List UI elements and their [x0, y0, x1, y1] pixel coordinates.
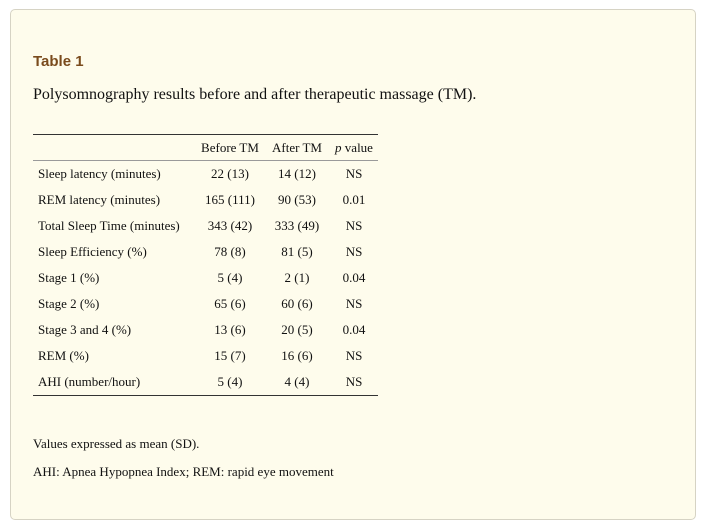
cell-after: 333 (49) [274, 218, 320, 233]
results-table [33, 134, 378, 396]
cell-before: 78 (8) [214, 244, 246, 259]
cell-p-value: NS [345, 218, 363, 233]
cell-p-value: 0.04 [342, 322, 366, 337]
cell-after: 4 (4) [284, 374, 310, 389]
cell-before: 5 (4) [217, 374, 243, 389]
row-label: REM (%) [38, 348, 89, 363]
table-card [10, 9, 696, 520]
row-label: Sleep Efficiency (%) [38, 244, 147, 259]
table-row [33, 161, 378, 188]
cell-p-value: NS [345, 244, 363, 259]
cell-after: 90 (53) [278, 192, 316, 207]
cell-p-value: 0.01 [342, 192, 366, 207]
cell-after: 16 (6) [281, 348, 313, 363]
table-row [33, 291, 378, 317]
cell-p-value: NS [345, 166, 363, 181]
table-row [33, 317, 378, 343]
cell-before: 15 (7) [214, 348, 246, 363]
footnote-values: Values expressed as mean (SD). [33, 436, 200, 451]
table-caption: Polysomnography results before and after therapeutic massage (TM). [33, 86, 477, 103]
row-label: Stage 1 (%) [38, 270, 100, 285]
header-row-label [33, 135, 196, 161]
row-label: Stage 3 and 4 (%) [38, 322, 132, 337]
table-row [33, 343, 378, 369]
cell-before: 343 (42) [207, 218, 253, 233]
cell-p-value: NS [345, 374, 363, 389]
cell-before: 22 (13) [211, 166, 249, 181]
cell-p-value: 0.04 [342, 270, 366, 285]
header-p-value [330, 135, 378, 161]
table-row [33, 213, 378, 239]
cell-before: 65 (6) [214, 296, 246, 311]
row-label: AHI (number/hour) [38, 374, 141, 389]
table-title: Table 1 [33, 53, 84, 70]
table-header-row [33, 135, 378, 161]
cell-after: 60 (6) [281, 296, 313, 311]
cell-p-value: NS [345, 296, 363, 311]
header-p-suffix: value [341, 139, 373, 155]
cell-p-value: NS [345, 348, 363, 363]
row-label: Total Sleep Time (minutes) [38, 218, 180, 233]
row-label: REM latency (minutes) [38, 192, 161, 207]
header-p-letter: p [335, 139, 342, 155]
table-row [33, 187, 378, 213]
cell-after: 81 (5) [281, 244, 313, 259]
cell-after: 14 (12) [278, 166, 316, 181]
cell-before: 13 (6) [214, 322, 246, 337]
cell-before: 5 (4) [217, 270, 243, 285]
row-label: Sleep latency (minutes) [38, 166, 161, 181]
cell-before: 165 (111) [205, 192, 255, 207]
header-after-tm: After TM [272, 139, 322, 155]
table-row [33, 239, 378, 265]
header-before-tm: Before TM [201, 139, 259, 155]
table-row [33, 369, 378, 396]
footnote-abbreviations: AHI: Apnea Hypopnea Index; REM: rapid eye movement [33, 464, 334, 479]
cell-after: 2 (1) [284, 270, 310, 285]
row-label: Stage 2 (%) [38, 296, 100, 311]
cell-after: 20 (5) [281, 322, 313, 337]
table-row [33, 265, 378, 291]
